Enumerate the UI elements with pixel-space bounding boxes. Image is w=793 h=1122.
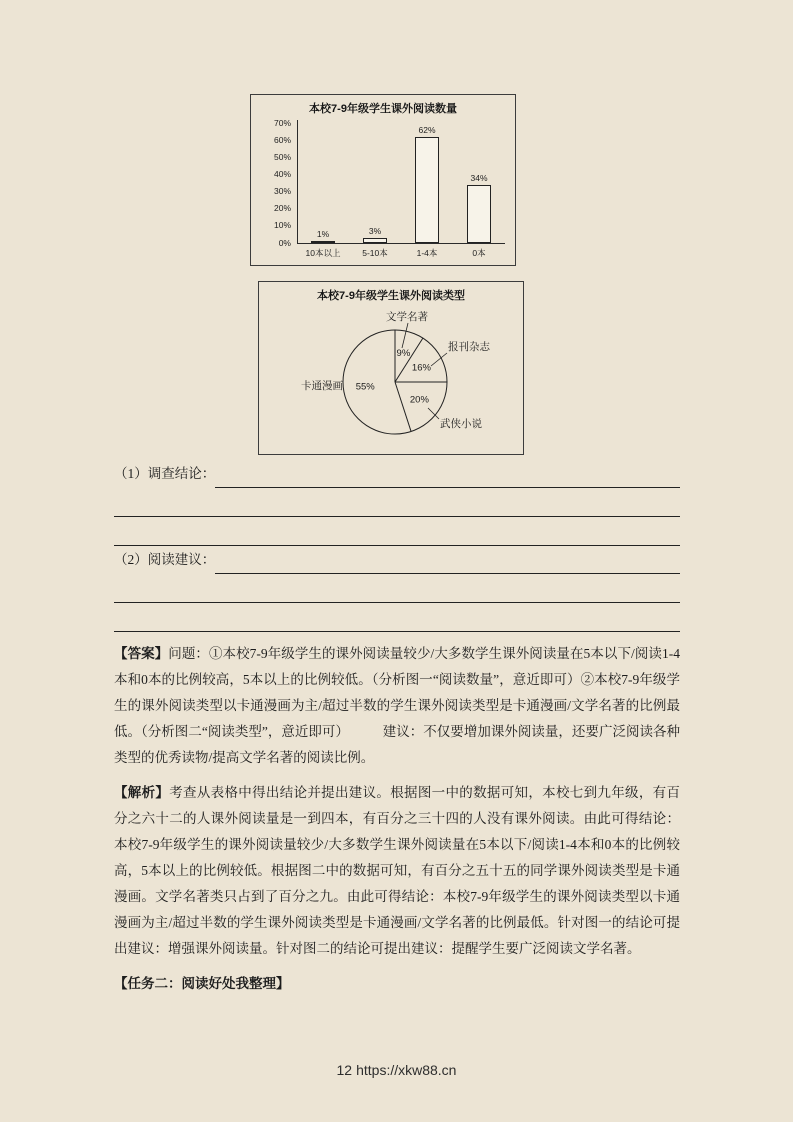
- pie-percent-label: 20%: [409, 394, 429, 406]
- bar-ytick-label: 70%: [273, 117, 291, 128]
- task2-heading: 【任务二：阅读好处我整理】: [114, 976, 290, 991]
- blank-answer-line: [114, 603, 680, 632]
- bar-rect: [363, 238, 387, 243]
- bar-chart-title: 本校7-9年级学生课外阅读数量: [309, 103, 457, 115]
- bar-value-label: 34%: [470, 172, 488, 183]
- page-footer: [0, 1062, 793, 1078]
- answer-label: 【答案】: [114, 646, 169, 661]
- page-number: 12: [336, 1062, 353, 1078]
- pie-slice-label: 文学名著: [386, 311, 428, 323]
- pie-percent-label: 9%: [396, 348, 411, 360]
- pie-percent-label: 16%: [411, 362, 431, 374]
- text-column: [114, 460, 680, 997]
- bar-x-label: 0本: [472, 248, 486, 258]
- bar-x-axis: [297, 243, 505, 244]
- blank-answer-line: [114, 574, 680, 603]
- pie-slice-boundary: [395, 338, 423, 382]
- pie-slice-label: 卡通漫画: [301, 380, 343, 392]
- bar-x-label: 5-10本: [362, 248, 388, 258]
- question-2-label: （2）阅读建议：: [114, 552, 216, 567]
- bar-ytick-label: 40%: [273, 168, 291, 179]
- answer-text: 问题：①本校7-9年级学生的课外阅读量较少/大多数学生课外阅读量在5本以下/阅读1-4本和0本的比例较高，5本以上的比例较低。（分析图一“阅读数量”，意近即可）②本校7-9年级学生的课外阅读类型以卡通漫画为主/超过半数的学生课外阅读类型是卡通漫画/文学名著的比例最低。（分析图二“阅读类型”，意近即可） 建议：不仅要增加课外阅读量，还要广泛阅读各种类型的优秀读物/提高文学名著的阅读比例。: [114, 646, 680, 765]
- answer-paragraph: [114, 641, 680, 771]
- footer-url-link[interactable]: https://xkw88.cn: [356, 1062, 457, 1078]
- pie-slice-label: 武侠小说: [440, 418, 482, 430]
- blank-answer-line: [114, 517, 680, 546]
- question-1-row: [114, 460, 680, 488]
- pie-label-leader-line: [402, 323, 408, 348]
- question-1-answer-line: [215, 459, 680, 488]
- question-2-row: [114, 546, 680, 574]
- bar-ytick-label: 60%: [273, 134, 291, 145]
- bar-rect: [415, 137, 439, 243]
- analysis-paragraph: [114, 780, 680, 962]
- bar-ytick-label: 30%: [273, 186, 291, 197]
- bar-x-label: 1-4本: [416, 248, 438, 258]
- bar-ytick-label: 0%: [278, 237, 291, 248]
- pie-chart-canvas: [259, 306, 523, 454]
- bar-rect: [311, 241, 335, 243]
- bar-ytick-label: 10%: [273, 220, 291, 231]
- question-2-answer-line: [215, 545, 680, 574]
- bar-x-label: 10本以上: [305, 248, 341, 258]
- pie-slice-label: 报刊杂志: [448, 341, 490, 353]
- pie-slice-boundary: [395, 382, 411, 431]
- bar-chart-plot: [251, 117, 515, 265]
- analysis-label: 【解析】: [114, 785, 170, 800]
- bar-chart: [250, 94, 516, 266]
- bar-rect: [467, 185, 491, 243]
- bar-y-axis: [297, 120, 298, 244]
- blank-answer-line: [114, 488, 680, 517]
- pie-percent-label: 55%: [355, 381, 375, 393]
- pie-chart-title: 本校7-9年级学生课外阅读类型: [317, 290, 465, 302]
- bar-value-label: 1%: [316, 229, 330, 239]
- question-1-label: （1）调查结论：: [114, 466, 216, 481]
- bar-value-label: 62%: [418, 124, 436, 135]
- bar-value-label: 3%: [368, 225, 382, 236]
- analysis-text: 考查从表格中得出结论并提出建议。根据图一中的数据可知，本校七到九年级，有百分之六十二的人课外阅读量是一到四本，有百分之三十四的人没有课外阅读。由此可得结论：本校7-9年级学生的课外阅读量较少/大多数学生课外阅读量在5本以下/阅读1-4本和0本的比例较高，5本以上的比例较低。根据图二中的数据可知，有百分之五十五的同学课外阅读类型是卡通漫画。文学名著类只占到了百分之九。由此可得结论：本校7-9年级学生的课外阅读类型以卡通漫画为主/超过半数的学生课外阅读类型是卡通漫画/文学名著的比例最低。针对图一的结论可提出建议：增强课外阅读量。针对图二的结论可提出建议：提醒学生要广泛阅读文学名著。: [114, 785, 680, 956]
- bar-ytick-label: 50%: [273, 151, 291, 162]
- pie-chart: [258, 281, 524, 455]
- bar-ytick-label: 20%: [273, 203, 291, 214]
